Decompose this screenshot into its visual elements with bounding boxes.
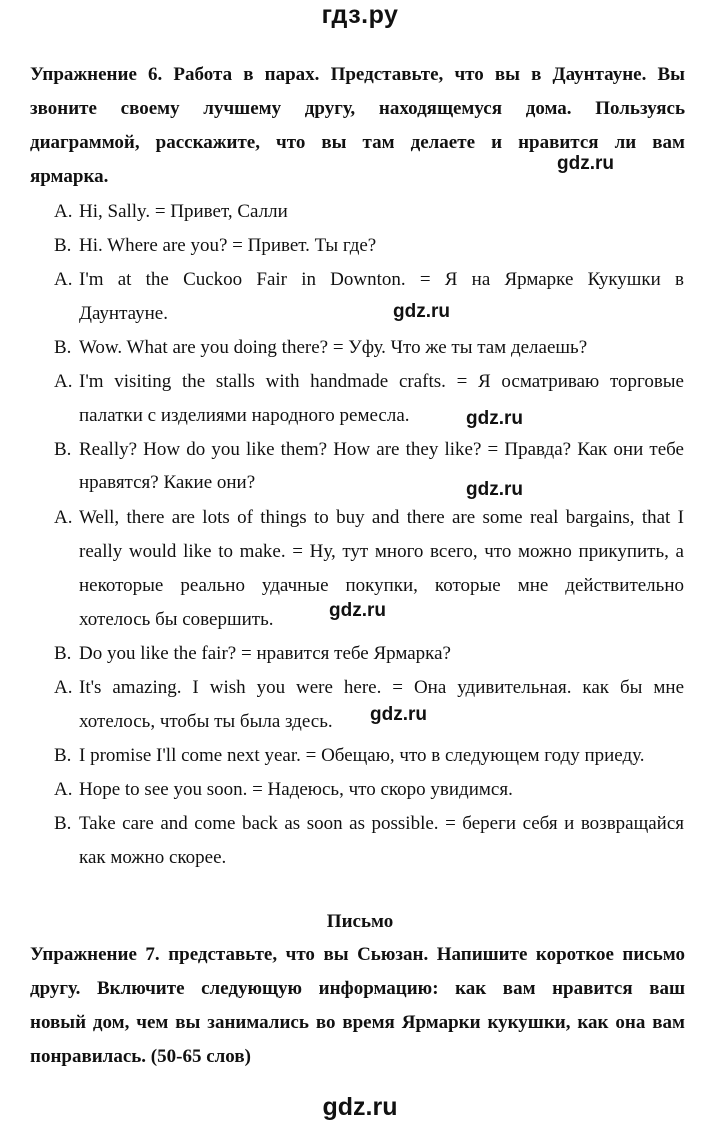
speaker-label: A. — [54, 371, 73, 392]
watermark: gdz.ru — [557, 153, 614, 174]
dialogue-line — [54, 370, 684, 394]
watermark: gdz.ru — [466, 408, 523, 429]
dialogue-line — [54, 234, 376, 258]
dialogue-continuation: некоторые реально удачные покупки, которые мне действительно — [79, 575, 684, 596]
exercise-6-line: звоните своему лучшему другу, находящемуся дома. Пользуясь — [30, 98, 685, 119]
dialogue-text: It's amazing. I wish you were here. = Она удивительная. как бы мне — [79, 677, 684, 698]
watermark: gdz.ru — [466, 479, 523, 500]
dialogue-line — [54, 744, 645, 768]
dialogue-continuation: хотелось бы совершить. — [79, 609, 274, 630]
dialogue-text: Hi. Where are you? = Привет. Ты где? — [79, 235, 377, 256]
watermark: gdz.ru — [370, 704, 427, 725]
dialogue-continuation: хотелось, чтобы ты была здесь. — [79, 711, 333, 732]
dialogue-line — [54, 812, 684, 836]
dialogue-text: Well, there are lots of things to buy and there are some real bargains, that I — [79, 507, 684, 528]
speaker-label: A. — [54, 201, 73, 222]
dialogue-line — [54, 642, 451, 666]
dialogue-text: Wow. What are you doing there? = Уфу. Что же ты там делаешь? — [79, 337, 588, 358]
exercise-6-line: ярмарка. — [30, 166, 109, 187]
dialogue-line — [54, 676, 684, 700]
section-title: Письмо — [326, 911, 394, 932]
dialogue-continuation: Даунтауне. — [79, 303, 168, 324]
dialogue-text: Hope to see you soon. = Надеюсь, что скоро увидимся. — [79, 779, 513, 800]
dialogue-line — [54, 200, 288, 224]
site-header: гдз.ру — [321, 1, 399, 29]
dialogue-text: I'm at the Cuckoo Fair in Downton. = Я на Ярмарке Кукушки в — [79, 269, 684, 290]
dialogue-line — [54, 336, 587, 360]
dialogue-text: Hi, Sally. = Привет, Салли — [79, 201, 288, 222]
dialogue-text: I'm visiting the stalls with handmade crafts. = Я осматриваю торговые — [79, 371, 684, 392]
dialogue-line — [54, 268, 684, 292]
dialogue-continuation: нравятся? Какие они? — [79, 472, 256, 493]
speaker-label: A. — [54, 779, 73, 800]
watermark: gdz.ru — [393, 301, 450, 322]
dialogue-text: Take care and come back as soon as possible. = береги себя и возвращайся — [79, 813, 684, 834]
watermark: gdz.ru — [329, 600, 386, 621]
dialogue-line — [54, 506, 684, 530]
dialogue-continuation: палатки с изделиями народного ремесла. — [79, 405, 410, 426]
exercise-6-line: Упражнение 6. Работа в парах. Представьте, что вы в Даунтауне. Вы — [30, 64, 685, 85]
speaker-label: B. — [54, 813, 72, 834]
exercise-7-line: Упражнение 7. представьте, что вы Сьюзан. Напишите короткое письмо — [30, 944, 685, 965]
dialogue-line — [54, 438, 684, 462]
speaker-label: A. — [54, 507, 73, 528]
dialogue-text: Really? How do you like them? How are they like? = Правда? Как они тебе — [79, 439, 684, 460]
dialogue-continuation: как можно скорее. — [79, 847, 227, 868]
exercise-6-line: диаграммой, расскажите, что вы там делаете и нравится ли вам — [30, 132, 685, 153]
speaker-label: B. — [54, 337, 72, 358]
speaker-label: B. — [54, 643, 72, 664]
dialogue-text: I promise I'll come next year. = Обещаю, что в следующем году приеду. — [79, 745, 645, 766]
footer-watermark: gdz.ru — [322, 1093, 398, 1121]
dialogue-continuation: really would like to make. = Ну, тут много всего, что можно прикупить, а — [79, 541, 684, 562]
speaker-label: B. — [54, 439, 72, 460]
speaker-label: B. — [54, 745, 72, 766]
exercise-7-line: новый дом, чем вы занимались во время Ярмарки кукушки, как она вам — [30, 1012, 685, 1033]
exercise-7-line: понравилась. (50-65 слов) — [30, 1046, 251, 1067]
dialogue-text: Do you like the fair? = нравится тебе Ярмарка? — [79, 643, 451, 664]
exercise-7-line: другу. Включите следующую информацию: как вам нравится ваш — [30, 978, 685, 999]
speaker-label: A. — [54, 269, 73, 290]
speaker-label: B. — [54, 235, 72, 256]
dialogue-line — [54, 778, 513, 802]
speaker-label: A. — [54, 677, 73, 698]
exercise-7-instructions — [30, 938, 685, 1074]
